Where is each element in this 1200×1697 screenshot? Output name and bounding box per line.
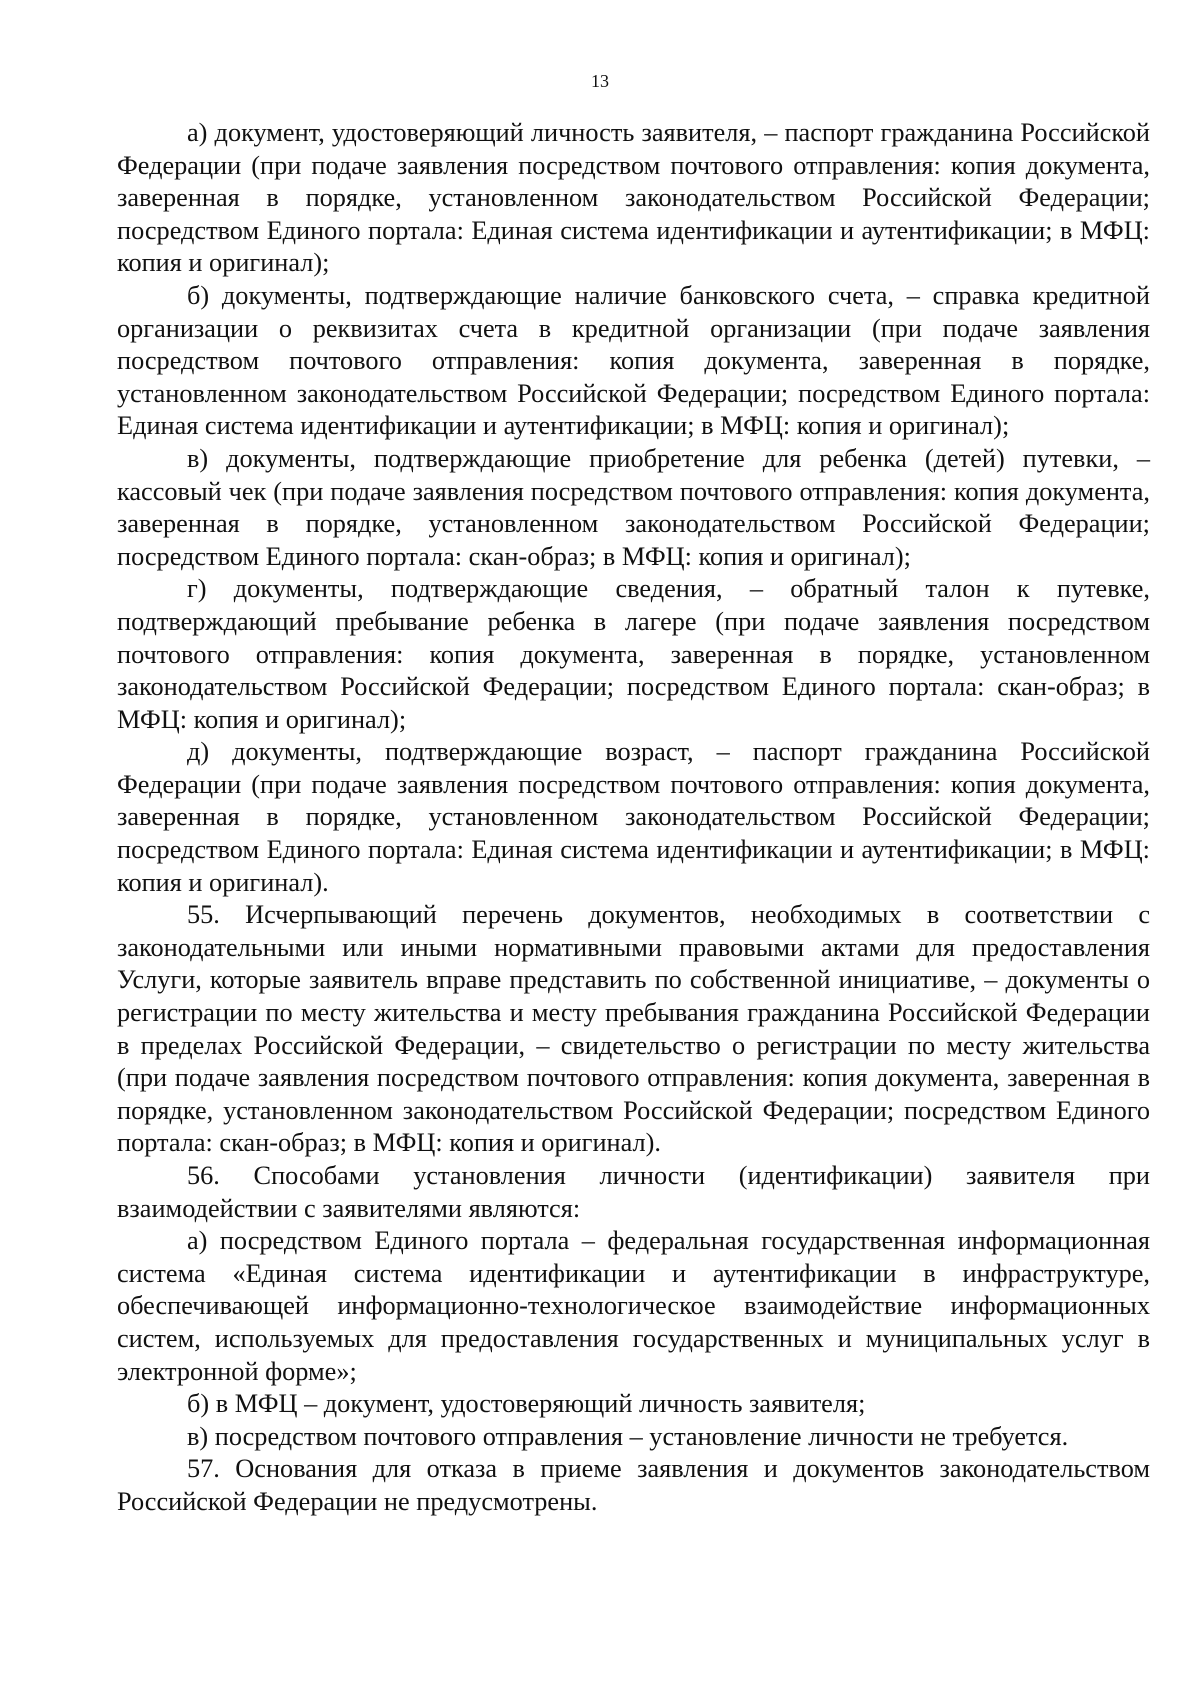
paragraph-55-optional-documents: 55. Исчерпывающий перечень документов, необходимых в соответствии с законодательными или иными нормативными правовыми актами для предоставления Услуги, которые заявитель вправе представить по собственной инициативе, – документы о регистрации по месту жительства и месту пребывания гражданина Российской Федерации в пределах Российской Федерации, – свидетельство о регистрации по месту жительства (при подаче заявления посредством почтового отправления: копия документа, заверенная в порядке, установленном законодательством Российской Федерации; посредством Единого портала: скан-образ; в МФЦ: копия и оригинал). bbox=[117, 900, 1150, 1158]
paragraph-56-identification-methods: 56. Способами установления личности (идентификации) заявителя при взаимодействии с заявителями являются: bbox=[117, 1161, 1150, 1223]
paragraph-b-bank-account-documents: б) документы, подтверждающие наличие банковского счета, – справка кредитной организации о реквизитах счета в кредитной организации (при подаче заявления посредством почтового отправления: копия документа, заверенная в порядке, установленном законодательством Российской Федерации; посредством Единого портала: Единая система идентификации и аутентификации; в МФЦ: копия и оригинал); bbox=[117, 280, 1150, 441]
paragraph-56v-postal: в) посредством почтового отправления – установление личности не требуется. bbox=[187, 1421, 1069, 1451]
document-body bbox=[117, 117, 1150, 1519]
paragraph-57-refusal-grounds: 57. Основания для отказа в приеме заявления и документов законодательством Российской Федерации не предусмотрены. bbox=[117, 1454, 1150, 1516]
paragraph-v-voucher-purchase-documents: в) документы, подтверждающие приобретение для ребенка (детей) путевки, – кассовый чек (при подаче заявления посредством почтового отправления: копия документа, заверенная в порядке, установленном законодательством Российской Федерации; посредством Единого портала: скан-образ; в МФЦ: копия и оригинал); bbox=[117, 443, 1150, 571]
paragraph-d-age-documents: д) документы, подтверждающие возраст, – паспорт гражданина Российской Федерации (при подаче заявления посредством почтового отправления: копия документа, заверенная в порядке, установленном законодательством Российской Федерации; посредством Единого портала: Единая система идентификации и аутентификации; в МФЦ: копия и оригинал). bbox=[117, 737, 1150, 897]
paragraph-56b-mfc: б) в МФЦ – документ, удостоверяющий личность заявителя; bbox=[187, 1389, 866, 1419]
paragraph-g-camp-stay-documents: г) документы, подтверждающие сведения, – обратный талон к путевке, подтверждающий пребывание ребенка в лагере (при подаче заявления посредством почтового отправления: копия документа, заверенная в порядке, установленном законодательством Российской Федерации; посредством Единого портала: скан-образ; в МФЦ: копия и оригинал); bbox=[117, 574, 1150, 734]
paragraph-a-identity-document: а) документ, удостоверяющий личность заявителя, – паспорт гражданина Российской Федерации (при подаче заявления посредством почтового отправления: копия документа, заверенная в порядке, установленном законодательством Российской Федерации; посредством Единого портала: Единая система идентификации и аутентификации; в МФЦ: копия и оригинал); bbox=[117, 118, 1150, 278]
paragraph-56a-single-portal: а) посредством Единого портала – федеральная государственная информационная система «Единая система идентификации и аутентификации в инфраструктуре, обеспечивающей информационно-технологическое взаимодействие информационных систем, используемых для предоставления государственных и муниципальных услуг в электронной форме»; bbox=[117, 1226, 1150, 1386]
page-number: 13 bbox=[591, 71, 609, 91]
